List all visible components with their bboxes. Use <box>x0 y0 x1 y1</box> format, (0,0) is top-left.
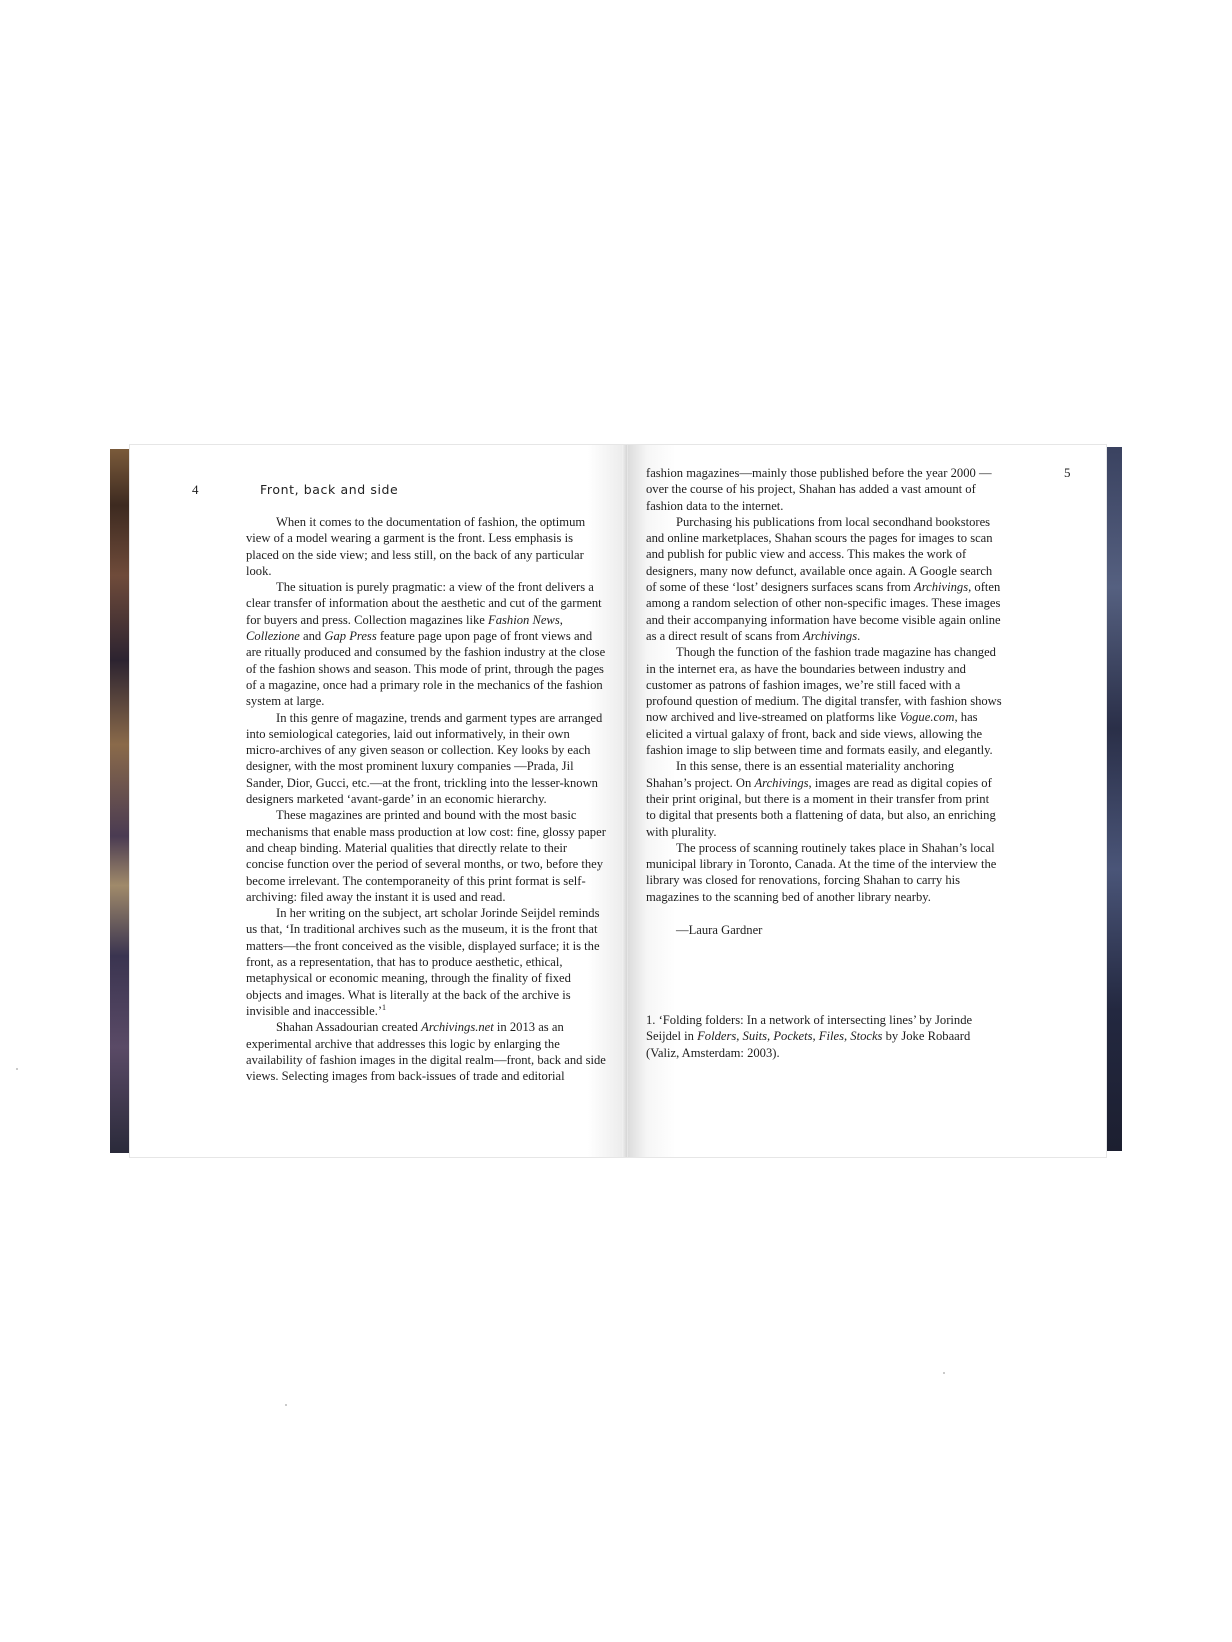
text-run: Though the function of the fashion trade magazine has changed in the internet era, as have the boundaries between industry and customer as patrons of fashion images, we’re still faced with a profound question of medium. The digital transfer, with fashion shows now archived and live-streamed on platforms like <box>646 645 1002 725</box>
text-run: in 2013 as an experimental archive that addresses this logic by enlarging the availability of fashion images in the digital realm—front, back and side views. Selecting images from back-issues of trade and editorial <box>246 1020 606 1084</box>
paragraph <box>646 465 1002 514</box>
text-run: 1. ‘Folding folders: In a network of intersecting lines’ by Jorinde Seijdel in <box>646 1013 973 1044</box>
text-run: . <box>857 628 861 643</box>
text-run: by Joke Robaard (Valiz, Amsterdam: 2003). <box>646 1029 971 1060</box>
italic-text: Gap Press <box>324 629 377 644</box>
text-run: feature page upon page of front views and are ritually produced and consumed by the fashion industry at the close of the fashion shows and season. This mode of print, through the pages of a magazine, once had a primary role in the mechanics of the fashion system at large. <box>246 629 606 709</box>
italic-text: Archivings <box>754 775 809 790</box>
paragraph <box>246 514 606 579</box>
text-run: fashion magazines—mainly those published before the year 2000 —over the course of his project, Shahan has added a vast amount of fashion data to the internet. <box>646 466 992 513</box>
scan-speck <box>285 1404 287 1406</box>
paragraph <box>246 710 606 808</box>
footnote-marker: 1 <box>382 1002 387 1012</box>
paragraph <box>646 644 1002 758</box>
text-run: In this genre of magazine, trends and garment types are arranged into semiological categories, laid out informatively, in their own micro-archives of any given season or collection. Key looks by each designer, with the most prominent luxury companies —Prada, Jil Sander, Dior, Gucci, etc.—at the front, trickling into the lesser-known designers marketed ‘avant-garde’ in an economic hierarchy. <box>246 710 603 807</box>
italic-text: Collezione <box>246 629 300 644</box>
italic-text: Folders, Suits, Pockets, Files, Stocks <box>697 1029 883 1044</box>
right-page <box>628 445 1106 1157</box>
text-run: often among a random selection of other non-specific images. These images and their accompanying information have become visible again online as a direct result of scans from <box>646 580 1001 643</box>
scan-speck <box>943 1372 945 1374</box>
paragraph <box>246 1019 606 1084</box>
text-run: and <box>299 629 325 644</box>
right-paragraphs <box>646 465 1002 905</box>
footnote <box>646 1012 996 1061</box>
text-run: These magazines are printed and bound with the most basic mechanisms that enable mass production at low cost: fine, glossy paper and cheap binding. Material qualities that directly relate to their concise function over the period of several months, or two, before they become irrelevant. The contemporaneity of this print format is self-archiving: filed away the instant it is used and read. <box>246 808 606 904</box>
text-run: , has elicited a virtual galaxy of front, back and side views, allowing the fashion image to slip between time and formats easily, and elegantly. <box>646 710 993 758</box>
italic-text: Archivings <box>803 628 858 643</box>
page-number: 4 <box>192 482 199 497</box>
right-body-text <box>646 465 1002 938</box>
italic-text: Fashion News <box>488 612 560 627</box>
author-signature: —Laura Gardner <box>676 923 763 938</box>
paragraph <box>646 514 1002 644</box>
text-run: The process of scanning routinely takes place in Shahan’s local municipal library in Toronto, Canada. At the time of the interview the library was closed for renovations, forcing Shahan to carry his magazines to the scanning bed of another library nearby. <box>646 840 997 904</box>
left-page <box>130 445 628 1157</box>
text-run: The situation is purely pragmatic: a view of the front delivers a clear transfer of information about the aesthetic and cut of the garment for buyers and press. Collection magazines like <box>246 580 602 627</box>
text-run: In this sense, there is an essential materiality anchoring Shahan’s project. On <box>646 759 955 790</box>
text-run: , images are read as digital copies of their print original, but there is a moment in their transfer from print to digital that presents both a flattening of data, but also, an enriching with plurality. <box>646 775 996 839</box>
paragraph <box>246 579 606 709</box>
paragraph <box>646 758 1002 839</box>
italic-text: Vogue.com <box>899 710 955 725</box>
text-run: , <box>559 612 563 627</box>
text-run: Shahan Assadourian created <box>276 1020 422 1035</box>
left-body-text <box>246 514 606 1084</box>
page-number: 5 <box>1064 465 1071 480</box>
open-book-spread <box>110 445 1122 1157</box>
text-run: Purchasing his publications from local secondhand bookstores and online marketplaces, Shahan scours the pages for images to scan and publish for public view and access. This makes the work of designers, many now defunct, available once again. A Google search of some of these ‘lost’ designers surfaces scans from <box>646 514 993 595</box>
scan-speck <box>16 1068 18 1070</box>
paragraph <box>246 807 606 905</box>
running-title: Front, back and side <box>260 482 399 497</box>
text-run: When it comes to the documentation of fashion, the optimum view of a model wearing a garment is the front. Less emphasis is placed on the side view; and less still, on the back of any particular look. <box>246 515 586 578</box>
paragraph <box>246 905 606 1019</box>
text-run: In her writing on the subject, art scholar Jorinde Seijdel reminds us that, ‘In traditional archives such as the museum, it is the front that matters—the front conceived as the visible, displayed surface; it is the front, as a representation, that has to produce aesthetic, ethical, metaphysical or economic meaning, through the finality of fixed objects and images. What is literally at the back of the archive is invisible and inaccessible.’ <box>246 906 600 1018</box>
paragraph <box>646 840 1002 905</box>
italic-text: Archivings, <box>914 580 972 595</box>
italic-text: Archivings.net <box>421 1020 494 1035</box>
